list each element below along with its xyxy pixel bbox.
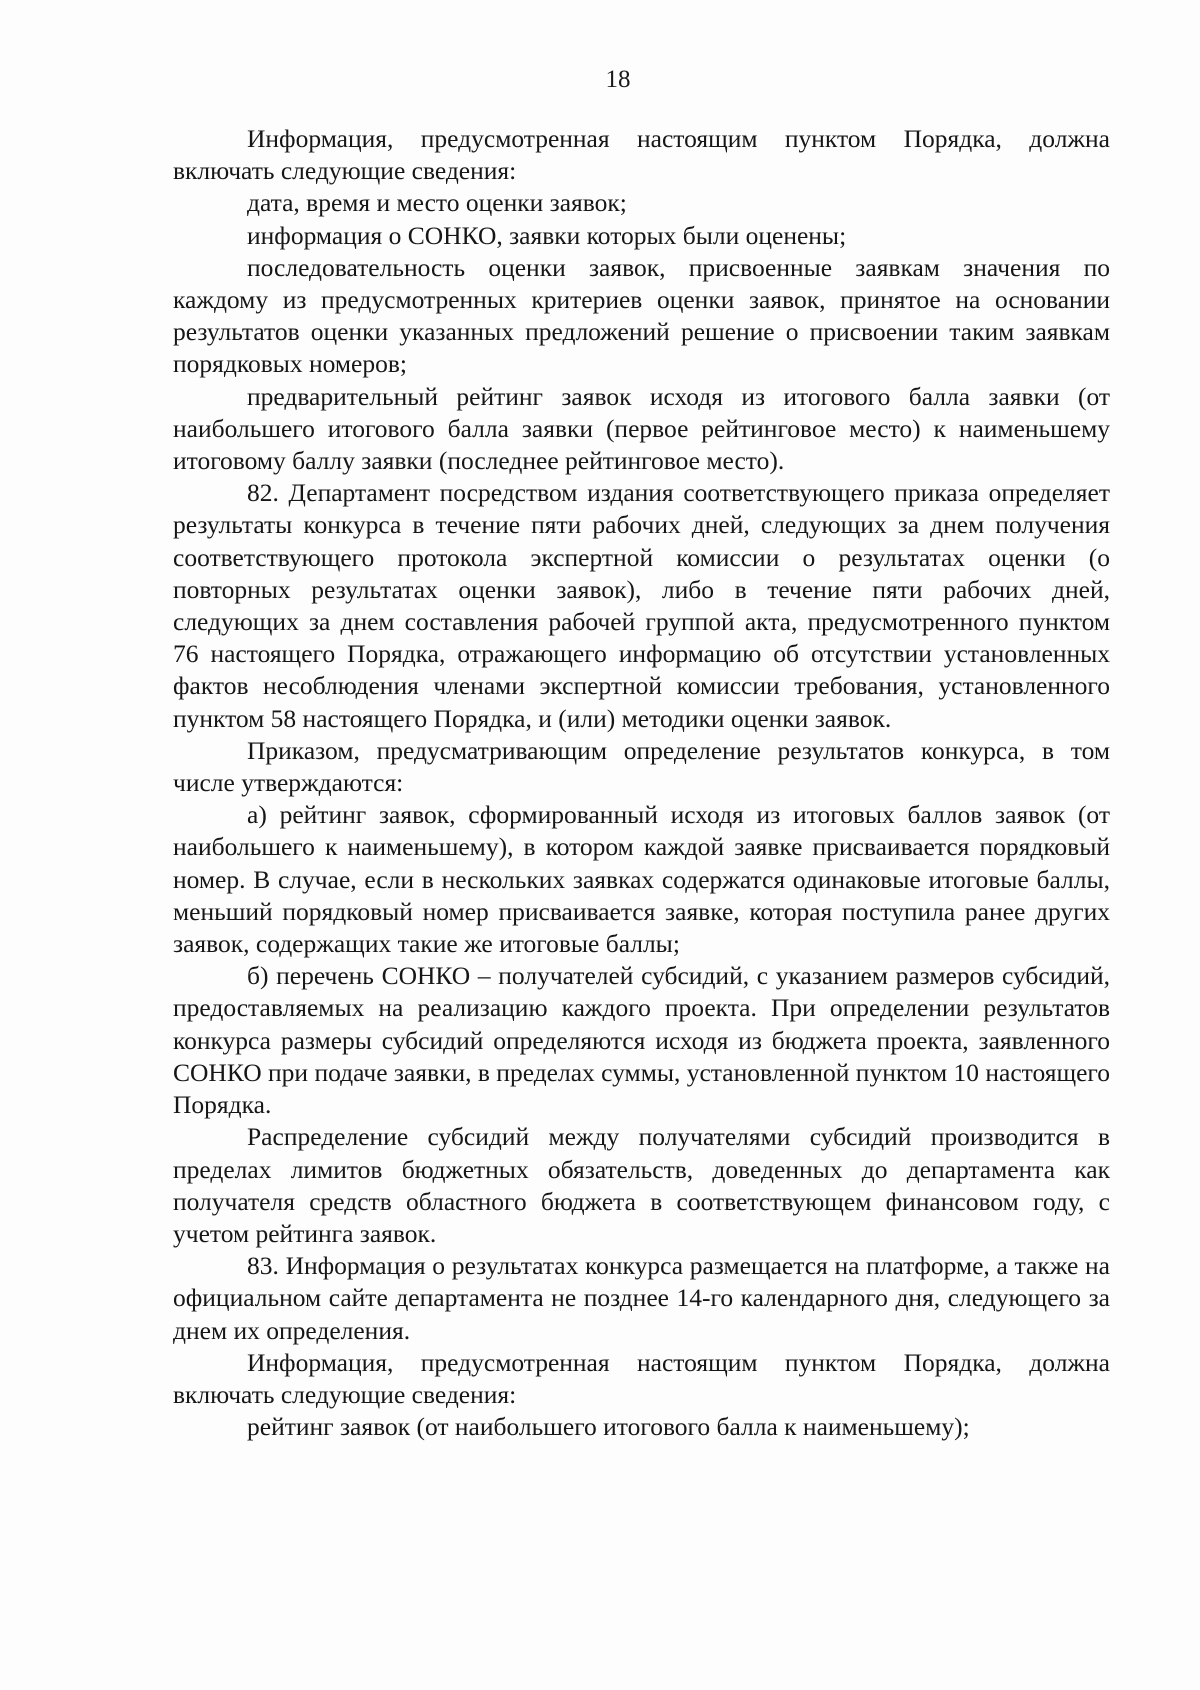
document-body	[173, 123, 1110, 1443]
paragraph-info-intro-2: Информация, предусмотренная настоящим пунктом Порядка, должна включать следующие сведения:	[173, 1347, 1110, 1409]
paragraph-date-time-place: дата, время и место оценки заявок;	[247, 188, 627, 218]
paragraph-order-approves: Приказом, предусматривающим определение результатов конкурса, в том числе утверждаются:	[173, 735, 1110, 798]
paragraph-item-b: б) перечень СОНКО – получателей субсидий, с указанием размеров субсидий, предоставляемых на реализацию каждого проекта. При определении результатов конкурса размеры субсидий определяются исходя из бюджета проекта, заявленного СОНКО при подаче заявки, в пределах суммы, установленной пунктом 10 настоящего Порядка.	[173, 961, 1110, 1120]
page-number: 18	[605, 66, 631, 93]
paragraph-info-intro: Информация, предусмотренная настоящим пунктом Порядка, должна включать следующие сведения:	[173, 124, 1110, 186]
paragraph-rating-list: рейтинг заявок (от наибольшего итогового балла к наименьшему);	[247, 1412, 970, 1442]
paragraph-item-a: а) рейтинг заявок, сформированный исходя из итоговых баллов заявок (от наибольшего к наименьшему), в котором каждой заявке присваивается порядковый номер. В случае, если в нескольких заявках содержатся одинаковые итоговые баллы, меньший порядковый номер присваивается заявке, которая поступила ранее других заявок, содержащих такие же итоговые баллы;	[173, 800, 1110, 959]
paragraph-evaluation-sequence: последовательность оценки заявок, присвоенные заявкам значения по каждому из предусмотренных критериев оценки заявок, принятое на основании результатов оценки указанных предложений решение о присвоении таким заявкам порядковых номеров;	[173, 252, 1110, 379]
paragraph-clause-82: 82. Департамент посредством издания соответствующего приказа определяет результаты конкурса в течение пяти рабочих дней, следующих за днем получения соответствующего протокола экспертной комиссии о результатах оценки (о повторных результатах оценки заявок), либо в течение пяти рабочих дней, следующих за днем составления рабочей группой акта, предусмотренного пунктом 76 настоящего Порядка, отражающего информацию об отсутствии установленных фактов несоблюдения членами экспертной комиссии требования, установленного пунктом 58 настоящего Порядка, и (или) методики оценки заявок.	[173, 478, 1110, 733]
paragraph-clause-83: 83. Информация о результатах конкурса размещается на платформе, а также на официальном сайте департамента не позднее 14-го календарного дня, следующего за днем их определения.	[173, 1251, 1110, 1345]
paragraph-sonko-info: информация о СОНКО, заявки которых были оценены;	[247, 220, 847, 250]
paragraph-preliminary-rating: предварительный рейтинг заявок исходя из итогового балла заявки (от наибольшего итогового балла заявки (первое рейтинговое место) к наименьшему итоговому баллу заявки (последнее рейтинговое место).	[173, 381, 1110, 476]
paragraph-subsidy-distribution: Распределение субсидий между получателями субсидий производится в пределах лимитов бюджетных обязательств, доведенных до департамента как получателя средств областного бюджета в соответствующем финансовом году, с учетом рейтинга заявок.	[173, 1122, 1110, 1248]
